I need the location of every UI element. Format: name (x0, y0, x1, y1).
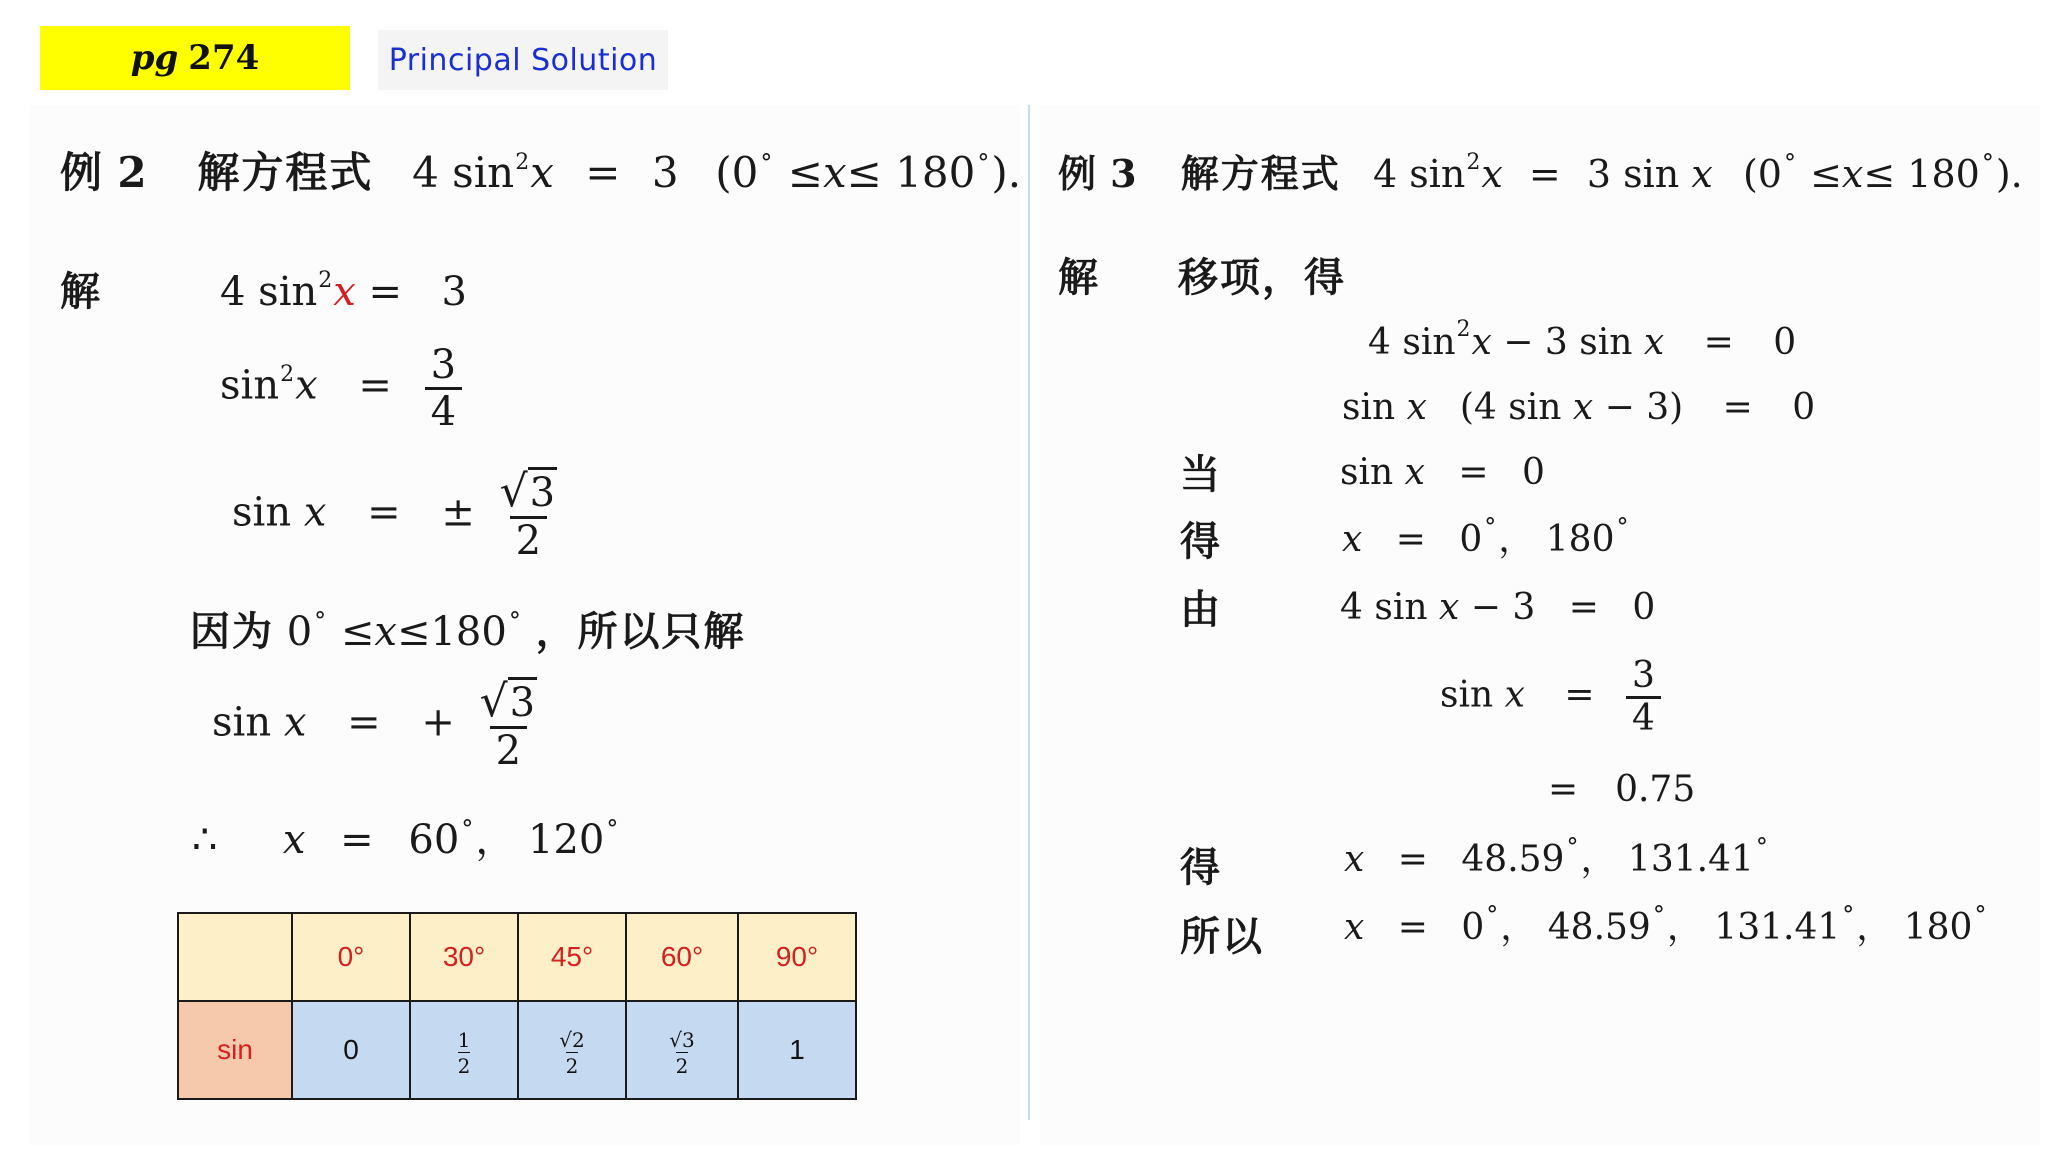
angle-0: 0° (292, 913, 410, 1001)
page-label: pg (130, 38, 179, 78)
example3-when-label: 当 (1180, 452, 1222, 498)
fraction-sqrt3-2: $\frac{√3}{2}$ (499, 466, 556, 564)
example2-step4: sin x = + $\frac{√3}{2}$ (212, 680, 549, 771)
page-number-badge (40, 26, 350, 90)
page-number: 274 (188, 38, 260, 78)
example3-line1: 4 $\sin^2x - 3$ sin x = 0 (1368, 317, 1797, 363)
panel-divider (1028, 105, 1030, 1120)
example3-line6: sin x = $\frac{3}{4}$ (1440, 658, 1667, 737)
sin-30-value: $\frac{1}{2}$ (410, 1001, 518, 1099)
example3-get-label-2: 得 (1180, 845, 1222, 891)
example3-final-answer: x = 0°， 48.59°， 131.41°， 180° (1344, 901, 1987, 948)
example2-number: 2 (117, 148, 147, 197)
example3-line5: 4 sin x − 3 = 0 (1340, 587, 1656, 628)
sin-values-table (177, 912, 857, 1100)
example3-line2: sin x (4 sin x − 3) = 0 (1342, 387, 1816, 428)
example3-get-label: 得 (1180, 519, 1222, 565)
example2-solution-label: 解 (60, 269, 102, 315)
angle-60: 60° (626, 913, 738, 1001)
example2-answer: ∴ x = 60°， 120° (192, 815, 619, 863)
fraction-3-4: $\frac{3}{4}$ (425, 345, 462, 432)
example2-heading: 例 2 解方程式 4 $\sin^2x = 3$ (0° ≤x≤ 180°). (60, 148, 1022, 197)
table-sin-row (178, 1001, 856, 1099)
example3-label: 例 (1058, 152, 1099, 196)
example2-step3: sin x = ± $\frac{√3}{2}$ (232, 470, 569, 561)
example2-step2: $\sin^2x$ = $\frac{3}{4}$ (220, 345, 468, 432)
example3-from-label: 由 (1180, 587, 1222, 633)
example2-reason: 因为 0° ≤x≤180° ，所以只解 (190, 607, 746, 655)
angle-30: 30° (410, 913, 518, 1001)
sin-row-label: sin (178, 1001, 292, 1099)
table-corner-cell (178, 913, 292, 1001)
example3-problem-text: 解方程式 (1180, 152, 1341, 196)
example2-problem-text: 解方程式 (197, 148, 374, 197)
angle-45: 45° (518, 913, 626, 1001)
example3-line7: = 0.75 (1548, 769, 1696, 810)
sin-60-value: $\frac{√3}{2}$ (626, 1001, 738, 1099)
table-header-row (178, 913, 856, 1001)
example2-label: 例 (60, 148, 105, 197)
sin-0-value: 0 (292, 1001, 410, 1099)
example3-so-label: 所以 (1180, 914, 1264, 960)
example2-step1: 4 $\sin^2x = 3$ (220, 268, 467, 315)
angle-90: 90° (738, 913, 856, 1001)
fraction-sqrt3-2: $\frac{√3}{2}$ (479, 676, 536, 774)
example3-heading: 例 3 解方程式 4 $\sin^2x = 3$ sin x (0° ≤x≤ 180°). (1058, 149, 2023, 196)
section-title: Principal Solution (378, 30, 668, 90)
example3-line8: x = 48.59°， 131.41° (1344, 833, 1768, 880)
sin-90-value: 1 (738, 1001, 856, 1099)
example3-solution-label: 解 (1058, 255, 1100, 301)
example3-line4: x = 0°， 180° (1342, 513, 1629, 560)
sin-45-value: $\frac{√2}{2}$ (518, 1001, 626, 1099)
example3-line3: sin x = 0 (1340, 452, 1545, 493)
example3-move-terms: 移项，得 (1178, 255, 1346, 301)
example3-number: 3 (1110, 151, 1137, 196)
fraction-3-4: $\frac{3}{4}$ (1626, 658, 1661, 737)
